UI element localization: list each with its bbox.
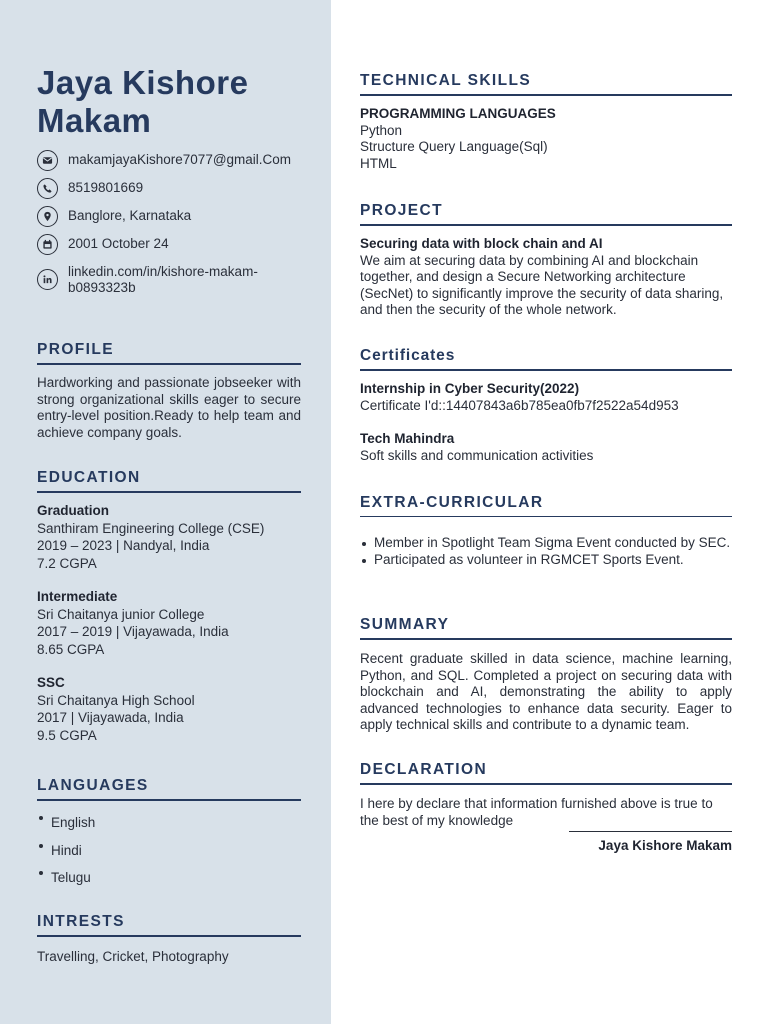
summary-text: Recent graduate skilled in data science, machine learning, Python, and SQL. Completed a project on securing data with blockchain and AI, demonstrating the ability to apply advanced technologies to enhance data security. Eager to apply technical skills and contribute to a dynamic team.: [360, 651, 732, 732]
education-school: Santhiram Engineering College (CSE): [37, 520, 265, 536]
declaration-section: [360, 761, 732, 829]
extra-curricular-list: [360, 535, 732, 568]
language-item: Telugu: [37, 864, 301, 892]
extra-curricular-title: EXTRA-CURRICULAR: [360, 494, 732, 517]
education-title: EDUCATION: [37, 469, 301, 493]
phone-text: 8519801669: [68, 180, 144, 195]
education-period: 2017 | Vijayawada, India: [37, 710, 184, 725]
email-icon: [37, 150, 58, 171]
project-section: [360, 202, 732, 319]
education-score: 9.5 CGPA: [37, 727, 97, 743]
education-section: [37, 469, 301, 744]
profile-title: PROFILE: [37, 341, 301, 365]
certificate-detail: Soft skills and communication activities: [360, 447, 594, 463]
education-score: 8.65 CGPA: [37, 641, 105, 657]
candidate-name: [37, 64, 307, 140]
contact-phone[interactable]: [37, 178, 307, 199]
project-description: We aim at securing data by combining AI and blockchain together, and design a Secure Networking architecture (SecNet) to significantly improve the security of data sharing, and then the security of the whole network.: [360, 252, 724, 317]
interests-section: [37, 913, 301, 966]
education-period: 2017 – 2019 | Vijayawada, India: [37, 624, 229, 639]
contact-linkedin[interactable]: [37, 262, 307, 296]
technical-skills-section: [360, 72, 732, 172]
language-item: Hindi: [37, 837, 301, 865]
skills-subtitle: PROGRAMMING LANGUAGES: [360, 106, 556, 121]
profile-text: Hardworking and passionate jobseeker with strong organizational skills eager to secure entry-level position.Ready to help team and achieve company goals.: [37, 375, 301, 440]
education-school: Sri Chaitanya junior College: [37, 606, 205, 622]
certificate-detail: Certificate I'd::14407843a6b785ea0fb7f2522a54d953: [360, 397, 679, 413]
certificates-title: Certificates: [360, 347, 732, 371]
education-item: [37, 675, 301, 744]
project-title: PROJECT: [360, 202, 732, 226]
language-item: English: [37, 809, 301, 837]
signature-name: Jaya Kishore Makam: [598, 838, 732, 853]
languages-title: LANGUAGES: [37, 777, 301, 801]
contact-email[interactable]: [37, 150, 307, 171]
project-name: Securing data with block chain and AI: [360, 236, 603, 251]
name-second-line: Makam: [37, 102, 152, 139]
languages-section: [37, 777, 301, 892]
profile-section: [37, 341, 301, 441]
email-text: makamjayaKishore7077@gmail.Com: [68, 152, 292, 167]
education-degree: SSC: [37, 675, 65, 690]
education-period: 2019 – 2023 | Nandyal, India: [37, 538, 210, 553]
calendar-icon: [37, 234, 58, 255]
summary-title: SUMMARY: [360, 616, 732, 640]
skill-item: HTML: [360, 155, 397, 171]
education-school: Sri Chaitanya High School: [37, 692, 195, 708]
certificate-name: Internship in Cyber Security(2022): [360, 381, 580, 396]
location-text: Banglore, Karnataka: [68, 208, 192, 223]
interests-title: INTRESTS: [37, 913, 301, 937]
name-first-line: Jaya Kishore: [37, 64, 249, 101]
contact-location: [37, 206, 307, 227]
contact-birthdate: [37, 234, 307, 255]
skill-item: Structure Query Language(Sql): [360, 139, 548, 154]
declaration-title: DECLARATION: [360, 761, 732, 785]
education-degree: Graduation: [37, 503, 110, 518]
technical-skills-title: TECHNICAL SKILLS: [360, 72, 732, 96]
extra-curricular-section: [360, 494, 732, 568]
interests-text: Travelling, Cricket, Photography: [37, 949, 229, 964]
education-item: [37, 503, 301, 572]
location-icon: [37, 206, 58, 227]
declaration-text: I here by declare that information furnished above is true to the best of my knowledge: [360, 796, 713, 828]
birthdate-text: 2001 October 24: [68, 236, 169, 251]
certificates-section: [360, 347, 732, 464]
skill-item: Python: [360, 122, 403, 138]
phone-icon: [37, 178, 58, 199]
education-item: [37, 589, 301, 658]
education-score: 7.2 CGPA: [37, 555, 97, 571]
summary-section: [360, 616, 732, 734]
languages-list: [37, 809, 301, 892]
activity-item: Member in Spotlight Team Sigma Event conducted by SEC.: [360, 535, 732, 552]
activity-item: Participated as volunteer in RGMCET Sports Event.: [360, 552, 732, 569]
linkedin-text: linkedin.com/in/kishore-makam-b0893323b: [68, 264, 258, 295]
linkedin-icon: [37, 269, 58, 290]
signature-line: [569, 831, 732, 832]
certificate-name: Tech Mahindra: [360, 431, 455, 446]
education-degree: Intermediate: [37, 589, 118, 604]
